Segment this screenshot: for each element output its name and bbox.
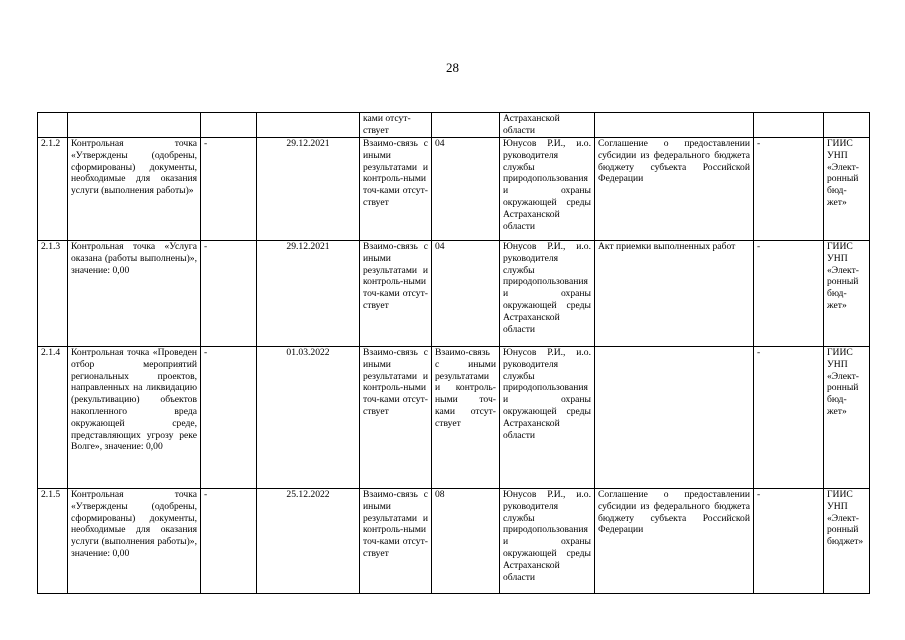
cell-system: ГИИС УНП «Элект-ронный бюд-жет» (824, 241, 870, 347)
table-row (38, 241, 870, 347)
cell-event: Контрольная точка «Проведен отбор мероприятий региональных проектов, направленных на ликвидацию (рекультивацию) объектов накопленного вреда окружающей среде, представляющих угрозу реке Волге», значение: 0,00 (68, 347, 201, 489)
control-points-table (37, 112, 870, 594)
cell-type: 08 (432, 489, 500, 594)
cell-system (824, 113, 870, 138)
cell-responsible: Юнусов Р.И., и.о. руководителя службы природопользования и охраны окружающей среды Астраханской области (500, 347, 595, 489)
cell-document: Акт приемки выполненных работ (595, 241, 754, 347)
table-row (38, 489, 870, 594)
cell-level: - (754, 347, 824, 489)
cell-number: 2.1.4 (38, 347, 68, 489)
cell-document (595, 113, 754, 138)
cell-date: 29.12.2021 (257, 138, 360, 241)
cell-event (68, 113, 201, 138)
cell-date: 25.12.2022 (257, 489, 360, 594)
cell-level (754, 113, 824, 138)
cell-number (38, 113, 68, 138)
table-row (38, 347, 870, 489)
cell-type (432, 113, 500, 138)
cell-date: 29.12.2021 (257, 241, 360, 347)
cell-relation: Взаимо-связь с иными результатами и контроль-ными точ-ками отсут-ствует (360, 489, 432, 594)
cell-document: Соглашение о предоставлении субсидии из федерального бюджета бюджету субъекта Российской Федерации (595, 489, 754, 594)
table-row (38, 113, 870, 138)
cell-relation: Взаимо-связь с иными результатами и контроль-ными точ-ками отсут-ствует (360, 347, 432, 489)
cell-event: Контрольная точка «Утверждены (одобрены, сформированы) документы, необходимые для оказания услуги (выполнения работы)» (68, 138, 201, 241)
cell-responsible: Юнусов Р.И., и.о. руководителя службы природопользования и охраны окружающей среды Астраханской области (500, 138, 595, 241)
cell-type: 04 (432, 138, 500, 241)
cell-document: Соглашение о предоставлении субсидии из федерального бюджета бюджету субъекта Российской Федерации (595, 138, 754, 241)
cell-responsible: Астраханской области (500, 113, 595, 138)
cell-base-value: - (201, 489, 257, 594)
cell-date (257, 113, 360, 138)
cell-number: 2.1.2 (38, 138, 68, 241)
cell-system: ГИИС УНП «Элект-ронный бюд-жет» (824, 347, 870, 489)
cell-event: Контрольная точка «Утверждены (одобрены, сформированы) документы, необходимые для оказания услуги (выполнения работы)», значение: 0,00 (68, 489, 201, 594)
cell-level: - (754, 241, 824, 347)
cell-type: 04 (432, 241, 500, 347)
cell-level: - (754, 138, 824, 241)
cell-relation: Взаимо-связь с иными результатами и контроль-ными точ-ками отсут-ствует (360, 241, 432, 347)
cell-base-value: - (201, 138, 257, 241)
cell-system: ГИИС УНП «Элект-ронный бюджет» (824, 489, 870, 594)
cell-number: 2.1.5 (38, 489, 68, 594)
cell-system: ГИИС УНП «Элект-ронный бюд-жет» (824, 138, 870, 241)
cell-date: 01.03.2022 (257, 347, 360, 489)
cell-base-value (201, 113, 257, 138)
cell-relation: Взаимо-связь с иными результатами и контроль-ными точ-ками отсут-ствует (360, 138, 432, 241)
table-row (38, 138, 870, 241)
cell-relation: ками отсут- ствует (360, 113, 432, 138)
cell-base-value: - (201, 241, 257, 347)
cell-level: - (754, 489, 824, 594)
cell-document (595, 347, 754, 489)
cell-responsible: Юнусов Р.И., и.о. руководителя службы природопользования и охраны окружающей среды Астраханской области (500, 489, 595, 594)
cell-base-value: - (201, 347, 257, 489)
cell-responsible: Юнусов Р.И., и.о. руководителя службы природопользования и охраны окружающей среды Астраханской области (500, 241, 595, 347)
cell-event: Контрольная точка «Услуга оказана (работы выполнены)», значение: 0,00 (68, 241, 201, 347)
cell-type: Взаимо-связь с иными результатами и контроль-ными точ-ками отсут-ствует (432, 347, 500, 489)
page-number: 28 (446, 60, 459, 75)
cell-number: 2.1.3 (38, 241, 68, 347)
